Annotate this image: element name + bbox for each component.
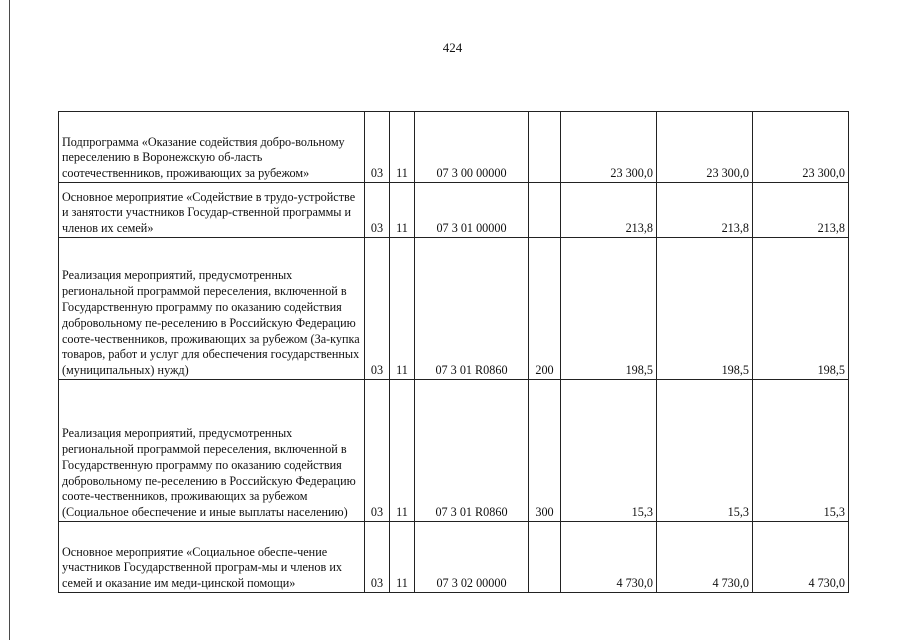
sum-year2-cell: 4 730,0 [657, 522, 753, 593]
csr-cell: 07 3 01 00000 [415, 183, 529, 238]
row-name-cell: Подпрограмма «Оказание содействия добро-вольному переселению в Воронежскую об-ласть соотечественников, проживающих за рубежом» [59, 112, 365, 183]
sum-year1-cell: 4 730,0 [561, 522, 657, 593]
table-row [59, 522, 849, 593]
vr-cell: 300 [529, 380, 561, 522]
csr-cell: 07 3 01 R0860 [415, 238, 529, 380]
row-name-cell: Реализация мероприятий, предусмотренных региональной программой переселения, включенной в Государственную программу по оказанию содействия добровольному пе-реселению в Российскую Федерацию сооте-чественников, проживающих за рубежом (Социальное обеспечение и иные выплаты населению) [59, 380, 365, 522]
sum-year1-cell: 213,8 [561, 183, 657, 238]
table-row [59, 183, 849, 238]
sum-year2-cell: 198,5 [657, 238, 753, 380]
page-left-edge-line [9, 0, 10, 640]
sum-year1-cell: 198,5 [561, 238, 657, 380]
pr-cell: 11 [390, 380, 415, 522]
sum-year3-cell: 213,8 [753, 183, 849, 238]
csr-cell: 07 3 00 00000 [415, 112, 529, 183]
vr-cell [529, 112, 561, 183]
pr-cell: 11 [390, 238, 415, 380]
vr-cell [529, 183, 561, 238]
sum-year2-cell: 23 300,0 [657, 112, 753, 183]
row-name-cell: Основное мероприятие «Содействие в трудо-устройстве и занятости участников Государ-ственной программы и членов их семей» [59, 183, 365, 238]
pr-cell: 11 [390, 112, 415, 183]
budget-table [58, 111, 849, 593]
rz-cell: 03 [365, 238, 390, 380]
sum-year3-cell: 4 730,0 [753, 522, 849, 593]
page-number: 424 [442, 40, 463, 55]
sum-year1-cell: 23 300,0 [561, 112, 657, 183]
rz-cell: 03 [365, 112, 390, 183]
vr-cell: 200 [529, 238, 561, 380]
csr-cell: 07 3 01 R0860 [415, 380, 529, 522]
sum-year2-cell: 15,3 [657, 380, 753, 522]
sum-year2-cell: 213,8 [657, 183, 753, 238]
sum-year3-cell: 15,3 [753, 380, 849, 522]
csr-cell: 07 3 02 00000 [415, 522, 529, 593]
sum-year3-cell: 23 300,0 [753, 112, 849, 183]
table-row [59, 380, 849, 522]
vr-cell [529, 522, 561, 593]
pr-cell: 11 [390, 183, 415, 238]
row-name-cell: Реализация мероприятий, предусмотренных региональной программой переселения, включенной в Государственную программу по оказанию содействия добровольному пе-реселению в Российскую Федерацию сооте-чественников, проживающих за рубежом (За-купка товаров, работ и услуг для обеспечения государственных (муниципальных) нужд) [59, 238, 365, 380]
rz-cell: 03 [365, 522, 390, 593]
rz-cell: 03 [365, 183, 390, 238]
pr-cell: 11 [390, 522, 415, 593]
table-row [59, 112, 849, 183]
sum-year3-cell: 198,5 [753, 238, 849, 380]
rz-cell: 03 [365, 380, 390, 522]
sum-year1-cell: 15,3 [561, 380, 657, 522]
table-row [59, 238, 849, 380]
row-name-cell: Основное мероприятие «Социальное обеспе-чение участников Государственной програм-мы и членов их семей и оказание им меди-цинской помощи» [59, 522, 365, 593]
